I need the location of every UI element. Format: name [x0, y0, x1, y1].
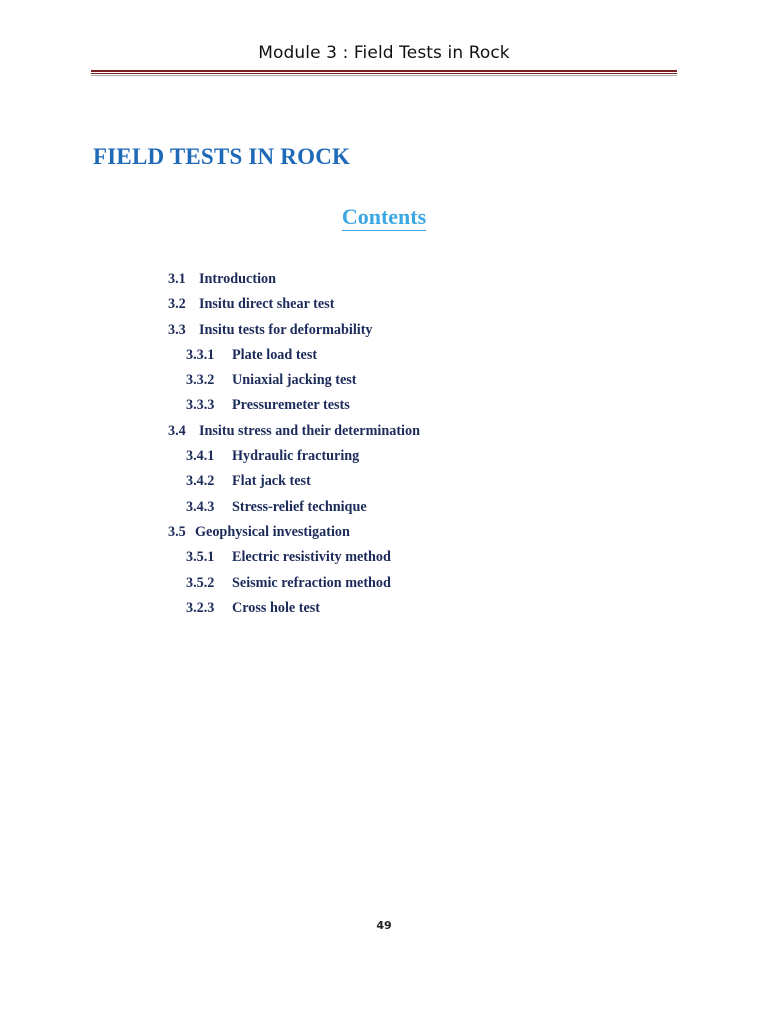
toc-item [0, 268, 420, 293]
toc-item-label: Plate load test [232, 346, 318, 363]
toc-item [0, 293, 420, 318]
toc-subitem [0, 369, 420, 394]
toc-item-number: 3.5.1 [186, 549, 215, 566]
toc-item-number: 3.1 [168, 271, 186, 287]
toc-item-label: Uniaxial jacking test [232, 372, 357, 389]
toc-item-label: Insitu stress and their determination [199, 422, 420, 439]
toc-item-number: 3.2 [168, 296, 186, 313]
toc-item-label: Geophysical investigation [195, 523, 350, 540]
toc-item-number: 3.2.3 [186, 599, 215, 616]
toc-item-number: 3.3.3 [186, 397, 215, 414]
toc-subitem [0, 597, 420, 622]
toc-item-label: Stress-relief technique [232, 498, 367, 515]
toc-item-number: 3.3 [168, 321, 186, 338]
toc-item-label: Hydraulic fracturing [232, 448, 360, 465]
toc-item-label: Introduction [199, 271, 276, 287]
toc-item-label: Insitu direct shear test [199, 296, 335, 313]
toc-item-label: Pressuremeter tests [232, 397, 350, 414]
toc-subitem [0, 496, 420, 521]
toc-item [0, 319, 420, 344]
toc-item-number: 3.3.1 [186, 346, 215, 363]
toc-item [0, 521, 420, 546]
toc-item-label: Flat jack test [232, 473, 311, 490]
toc-item-number: 3.5.2 [186, 574, 215, 591]
toc-item-label: Insitu tests for deformability [199, 321, 373, 338]
document-title: FIELD TESTS IN ROCK [93, 144, 351, 169]
toc-item-label: Cross hole test [232, 599, 321, 616]
toc-subitem [0, 445, 420, 470]
header-rule-thin [91, 73, 677, 74]
contents-heading-text: Contents [341, 204, 427, 229]
contents-heading [0, 204, 768, 230]
toc-item-label: Seismic refraction method [232, 574, 391, 591]
toc-item-number: 3.4.1 [186, 448, 215, 465]
toc-item-number: 3.3.2 [186, 372, 215, 389]
toc-item-label: Electric resistivity method [232, 549, 391, 566]
toc-subitem [0, 546, 420, 571]
toc-subitem [0, 394, 420, 419]
table-of-contents [0, 268, 420, 622]
toc-item-number: 3.4.2 [186, 473, 215, 490]
page-number: 49 [376, 919, 392, 932]
header-rule-shadow [91, 75, 677, 76]
toc-item-number: 3.4 [168, 422, 186, 439]
toc-item-number: 3.4.3 [186, 498, 215, 515]
running-header: Module 3 : Field Tests in Rock [258, 43, 510, 63]
toc-subitem [0, 344, 420, 369]
header-rule-thick [91, 70, 677, 72]
toc-subitem [0, 470, 420, 495]
toc-item [0, 420, 420, 445]
toc-subitem [0, 572, 420, 597]
toc-item-number: 3.5 [168, 523, 186, 540]
